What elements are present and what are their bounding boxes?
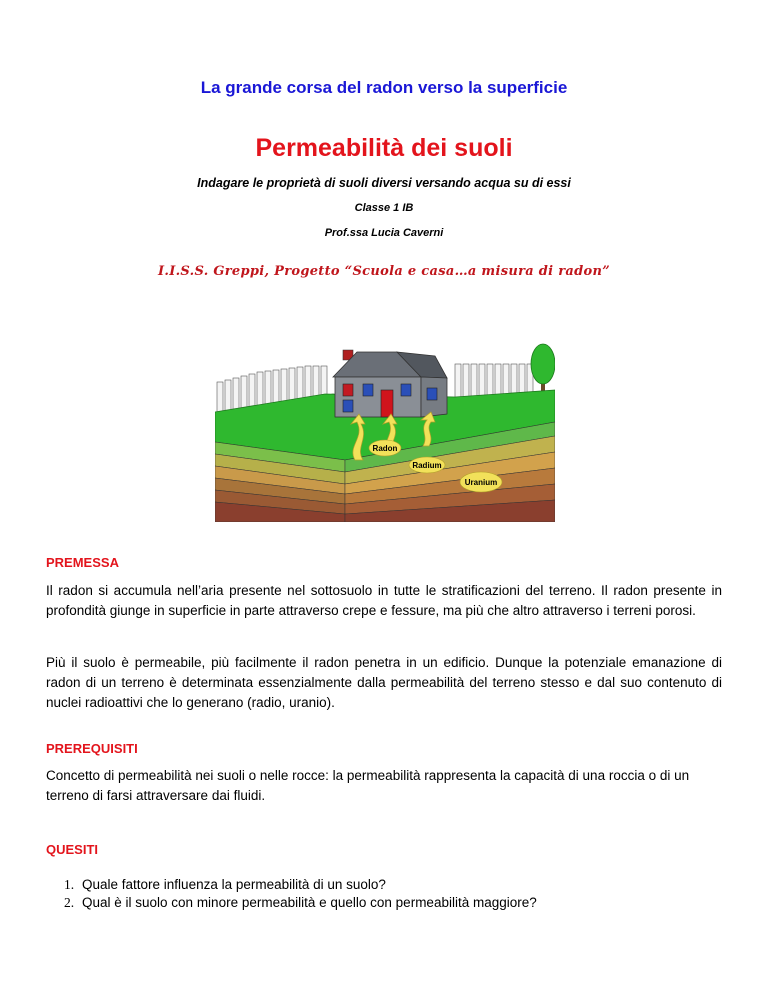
label-uranium <box>460 472 502 492</box>
premessa-paragraph-2: Più il suolo è permeabile, più facilmente il radon penetra in un edificio. Dunque la potenziale emanazione di radon di un terreno è determinata essenzialmente dalla permeabilità del terreno stesso e dal suo contenuto di nuclei radioattivi che lo generano (radio, uranio). <box>46 655 722 710</box>
label-radium <box>409 457 445 473</box>
list-item-text: Qual è il suolo con minore permeabilità e quello con permeabilità maggiore? <box>82 895 537 910</box>
class-line: Classe 1 IB <box>354 202 414 214</box>
quesiti-list <box>46 876 722 912</box>
radon-house-illustration <box>215 342 555 522</box>
label-radon <box>369 440 401 456</box>
list-item-text: Quale fattore influenza la permeabilità di un suolo? <box>82 877 386 892</box>
house <box>333 350 447 417</box>
teacher-line: Prof.ssa Lucia Caverni <box>324 227 444 239</box>
premessa-paragraph-1: Il radon si accumula nell’aria presente nel sottosuolo in tutte le stratificazioni del terreno. Il radon presente in profondità giunge in superficie in parte attraverso crepe e fessure, ma più che altro attraverso i terreni porosi. <box>46 583 722 618</box>
label-radium-text: Radium <box>412 461 442 470</box>
top-title: La grande corsa del radon verso la superficie <box>200 78 568 97</box>
list-item <box>46 876 722 894</box>
label-uranium-text: Uranium <box>464 478 498 487</box>
list-item <box>46 894 722 912</box>
prerequisiti-heading: PREREQUISITI <box>46 741 138 756</box>
quesiti-heading: QUESITI <box>46 842 99 857</box>
prerequisiti-paragraph: Concetto di permeabilità nei suoli o nelle rocce: la permeabilità rappresenta la capacità di una roccia o di un terreno di farsi attraversare dai fluidi. <box>46 768 690 803</box>
subtitle: Indagare le proprietà di suoli diversi versando acqua su di essi <box>197 176 571 190</box>
page-title: Permeabilità dei suoli <box>255 134 513 162</box>
label-radon-text: Radon <box>372 444 398 453</box>
tree-right <box>531 344 555 394</box>
list-item-number: 1. <box>64 877 75 892</box>
premessa-heading: PREMESSA <box>46 555 119 570</box>
list-item-number: 2. <box>64 895 75 910</box>
project-line: I.I.S.S. Greppi, Progetto “Scuola e casa…a misura di radon” <box>158 264 610 279</box>
